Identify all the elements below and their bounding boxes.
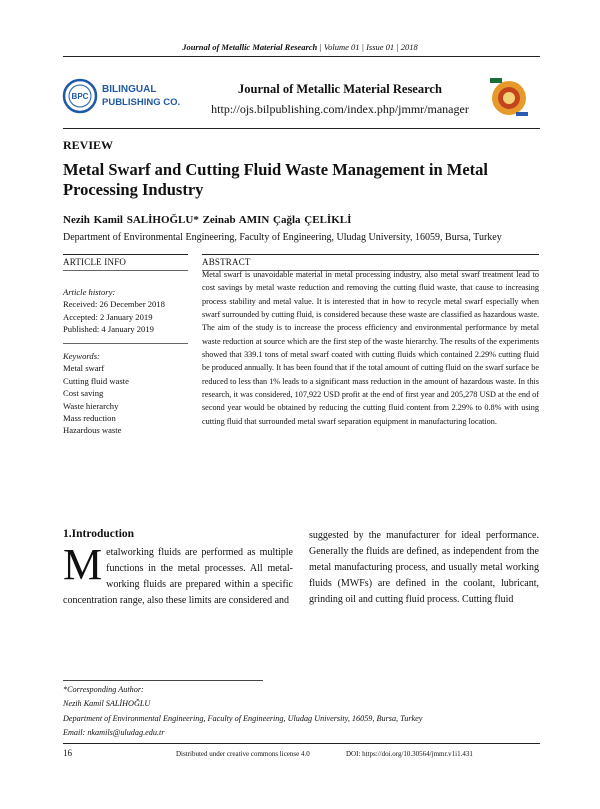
abstract-heading: ABSTRACT	[202, 257, 251, 267]
footnote-name: Nezih Kamil SALİHOĞLU	[63, 699, 151, 709]
footnote-department: Department of Environmental Engineering, Faculty of Engineering, Uludag University, 16059, Bursa, Turkey	[63, 713, 423, 723]
article-info-rule-top	[63, 254, 188, 255]
article-affiliation: Department of Environmental Engineering, Faculty of Engineering, Uludag University, 16059, Bursa, Turkey	[63, 232, 502, 243]
article-type: REVIEW	[63, 138, 114, 152]
journal-cover-icon	[486, 74, 532, 120]
drop-cap: M	[63, 540, 103, 589]
introduction-heading: 1.Introduction	[63, 528, 135, 540]
running-head-journal: Journal of Metallic Material Research	[182, 42, 318, 52]
history-rule	[63, 343, 188, 344]
history-label: Article history:	[63, 287, 116, 297]
keyword-item: Metal swarf	[63, 363, 105, 374]
footer-rule	[63, 743, 540, 744]
keyword-item: Hazardous waste	[63, 425, 122, 436]
keywords-label: Keywords:	[63, 351, 100, 361]
publisher-badge: BPC	[71, 92, 89, 101]
keyword-item: Waste hierarchy	[63, 400, 119, 411]
footnote-label: *Corresponding Author:	[63, 685, 144, 694]
published-date: Published: 4 January 2019	[63, 324, 154, 335]
journal-title: Journal of Metallic Material Research	[238, 82, 442, 96]
keyword-item: Cost saving	[63, 388, 104, 399]
publisher-logo-line2: PUBLISHING CO.	[102, 97, 180, 108]
publisher-logo	[62, 76, 180, 116]
top-rule	[63, 56, 540, 57]
journal-cover-image	[486, 74, 532, 120]
introduction-text-1: etalworking fluids are performed as multiple functions in the metal processes. All metal-working fluids are prepared within a specific concentration range, also these limits are considered and	[63, 547, 293, 606]
keyword-item: Cutting fluid waste	[63, 375, 129, 386]
footer-doi[interactable]: DOI: https://doi.org/10.30564/jmmr.v1i1.431	[346, 750, 473, 758]
received-date: Received: 26 December 2018	[63, 299, 165, 310]
publisher-logo-line1: BILINGUAL	[102, 84, 157, 95]
footnote	[63, 683, 543, 741]
article-info-rule	[63, 270, 188, 271]
footer-license: Distributed under creative commons license 4.0	[176, 750, 310, 758]
running-head	[0, 42, 600, 52]
introduction-column-1	[63, 540, 293, 609]
accepted-date: Accepted: 2 January 2019	[63, 311, 153, 322]
keyword-item: Mass reduction	[63, 413, 116, 424]
article-info-heading: ARTICLE INFO	[63, 257, 127, 267]
footnote-rule	[63, 680, 263, 681]
publisher-logo-icon	[62, 76, 180, 116]
header-rule	[63, 128, 540, 129]
keywords-block	[63, 350, 188, 437]
journal-url[interactable]: http://ojs.bilpublishing.com/index.php/jmmr/manager	[211, 102, 469, 116]
abstract-rule-top	[202, 254, 539, 255]
article-title: Metal Swarf and Cutting Fluid Waste Management in Metal Processing Industry	[63, 160, 489, 199]
page-number: 16	[63, 748, 72, 758]
footnote-email[interactable]: Email: nkamils@uludag.edu.tr	[63, 728, 165, 738]
article-history	[63, 286, 188, 336]
running-head-issue: | Volume 01 | Issue 01 | 2018	[317, 42, 418, 52]
article-authors: Nezih Kamil SALİHOĞLU* Zeinab AMIN Çağla ÇELİKLİ	[63, 214, 352, 226]
introduction-text-2: suggested by the manufacturer for ideal performance. Generally the fluids are defined, as independent from the metal manufacturing process, and usually metal working fluids (MWFs) are defined in the coolant, lubricant, grinding oil and cutting fluid process. Cutting fluid	[309, 530, 539, 605]
abstract-text: Metal swarf is unavoidable material in metal processing industry, also metal swarf treatment lead to cost savings by metal waste reduction and removing the cutting fluid waste, that cause to increasing process stability and metal value. It is interested that in how to recycle metal swarf especially when swarf surrounded by cutting fluid, is considered because these waste are classified as hazardous waste. The aim of the study is to increase the process efficiency and environmental performance by metal waste reduction at source which are the first step of the waste hierarchy. The results of the experiments showed that 339.1 tons of metal swarf coated with cutting fluids which contained 2.29% cutting fluid be produced annually. It has been found that if the total amount of cutting fluid on the swarf surface be reduced to less than 1% leads to a significant mass reduction in the amount of hazardous waste. In this research, it was considered, 107,922 USD profit at the end of first year and 205,278 USD at the end of second year would be obtained by reducing the cutting fluid content from 2.29% to 0.8% with using cutting fluid that surrounded metal swarf separation equipment in manufacturing location.	[202, 270, 539, 426]
